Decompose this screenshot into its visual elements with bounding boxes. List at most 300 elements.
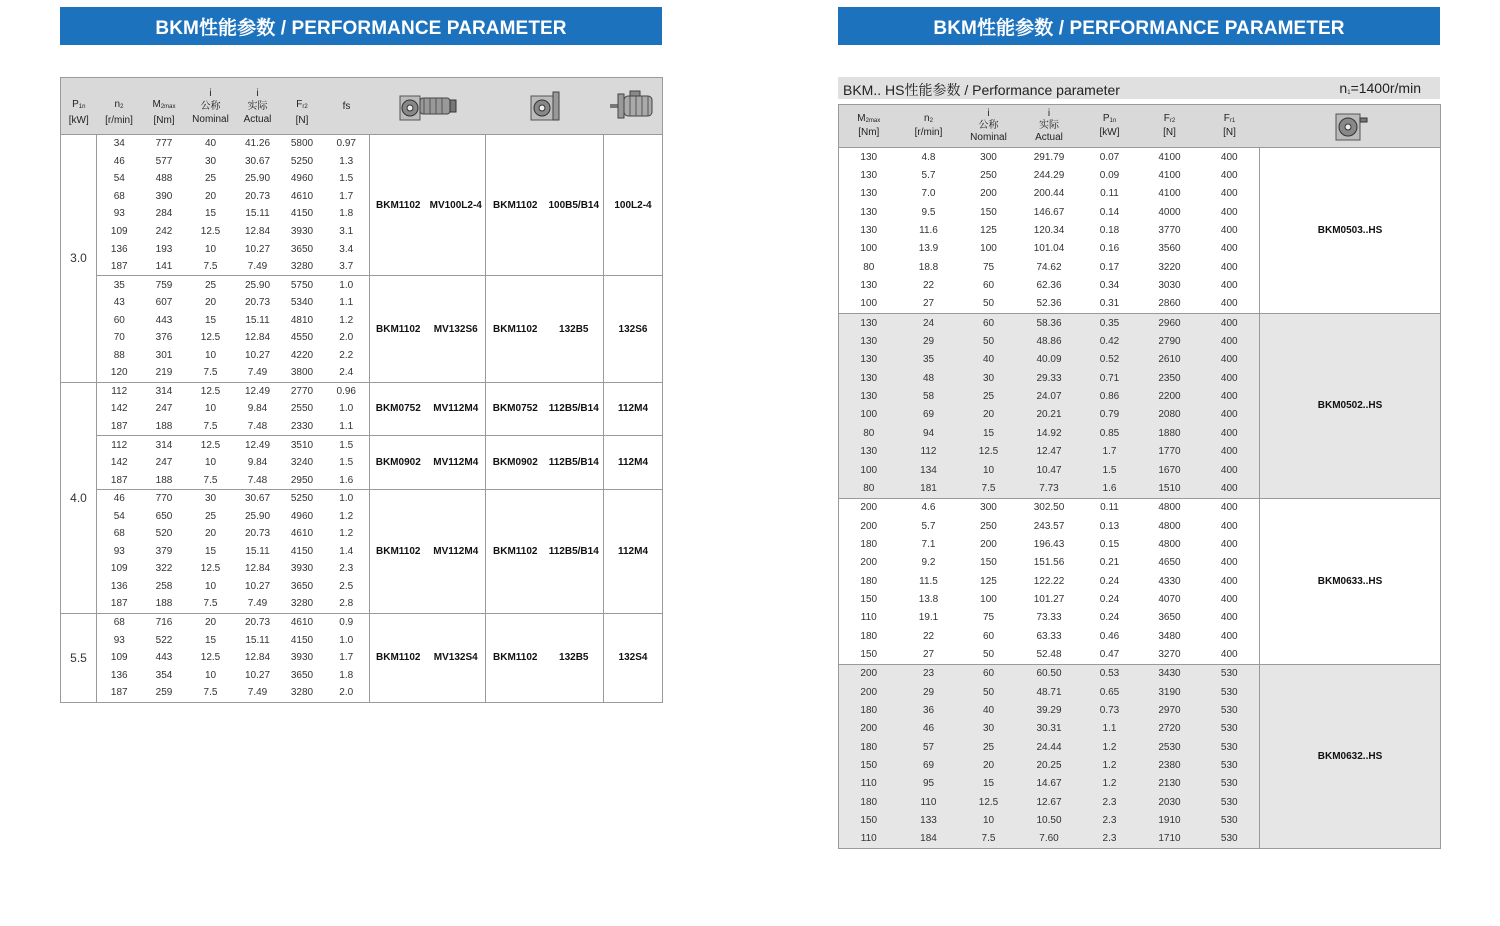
table-cell: 1.7 — [339, 652, 354, 664]
table-cell: 300 — [959, 498, 1019, 517]
table-cell: 302.50 — [1019, 498, 1080, 517]
table-cell: 3280 — [290, 687, 314, 699]
table-cell: 150 — [980, 206, 997, 218]
header-m2: M2max [Nm] — [839, 105, 899, 148]
table-cell: 0.9 — [324, 613, 370, 631]
table-cell: 400 — [1220, 575, 1238, 587]
table-cell: 716 — [142, 613, 187, 631]
table-cell: 243.57 — [1033, 520, 1065, 532]
table-cell: 0.65 — [1080, 683, 1140, 701]
table-cell: 247 — [155, 403, 173, 415]
table-cell: 10 — [204, 403, 217, 415]
table-cell: 22 — [922, 630, 935, 642]
table-cell: 54 — [113, 510, 125, 522]
table-cell: 400 — [1220, 538, 1238, 550]
table-cell: 196.43 — [1033, 538, 1065, 550]
table-row — [61, 489, 663, 507]
table-cell: 95 — [899, 775, 959, 793]
table-cell: 130 — [839, 369, 899, 387]
table-cell: 2720 — [1140, 720, 1200, 738]
table-cell: 400 — [1200, 443, 1260, 461]
table-cell: 15 — [204, 634, 217, 646]
table-cell: 10 — [959, 461, 1019, 479]
table-cell: 5.7 — [921, 520, 936, 532]
table-cell: 15 — [959, 775, 1019, 793]
table-cell: 7.0 — [921, 188, 936, 200]
input-speed-label: n1=1400r/min — [1339, 80, 1421, 96]
table-cell: 40.09 — [1019, 351, 1080, 369]
table-cell: 75 — [982, 261, 995, 273]
table-cell: 187 — [110, 598, 128, 610]
table-cell: 68 — [113, 190, 125, 202]
table-cell: 100 — [980, 593, 997, 605]
table-cell: 130 — [839, 443, 899, 461]
table-cell: 4960 — [290, 510, 314, 522]
model-cell: BKM0632..HS — [1260, 664, 1441, 848]
table-cell: 11.6 — [919, 225, 938, 237]
table-cell: 188 — [155, 598, 173, 610]
table-cell: 0.34 — [1099, 280, 1120, 292]
table-cell: 46 — [899, 720, 959, 738]
table-cell: 110 — [899, 793, 959, 811]
table-cell: 24.07 — [1019, 387, 1080, 405]
table-cell: 130 — [839, 351, 899, 369]
table-cell: 74.62 — [1036, 261, 1062, 273]
table-cell: 2330 — [290, 421, 314, 433]
table-cell: 530 — [1200, 756, 1260, 774]
table-cell: 0.07 — [1080, 148, 1140, 167]
model-cell: BKM0503..HS — [1260, 148, 1441, 314]
table-cell: 0.24 — [1099, 575, 1120, 587]
table-cell: 400 — [1220, 648, 1238, 660]
table-cell: 188 — [155, 474, 173, 486]
header-gearmotor-icon-cell — [370, 78, 486, 135]
table-cell: 4610 — [290, 190, 314, 202]
table-cell: 1.2 — [1080, 775, 1140, 793]
table-cell: 73.33 — [1036, 612, 1062, 624]
table-cell: 322 — [155, 563, 173, 575]
table-cell: 52.36 — [1036, 298, 1062, 310]
table-cell: 250 — [980, 170, 997, 182]
table-cell: 48 — [899, 369, 959, 387]
table-cell: 5250 — [290, 155, 314, 167]
table-cell: 60.50 — [1019, 664, 1080, 683]
table-cell: 1.5 — [339, 457, 354, 469]
table-cell: 142 — [110, 457, 128, 469]
table-cell: 219 — [155, 367, 173, 379]
table-cell: 2.3 — [339, 563, 354, 575]
table-cell: 10 — [204, 349, 217, 361]
table-row — [839, 148, 1441, 167]
table-cell: 5340 — [290, 297, 314, 309]
table-cell: 3030 — [1158, 280, 1181, 292]
table-cell: 759 — [142, 276, 187, 294]
table-cell: 577 — [155, 155, 173, 167]
table-cell: 25 — [204, 510, 217, 522]
table-cell: 5.7 — [921, 170, 936, 182]
table-cell: 130 — [860, 170, 878, 182]
table-cell: 187 — [110, 687, 128, 699]
table-cell: 0.14 — [1099, 206, 1120, 218]
table-cell: 5750 — [281, 276, 324, 294]
performance-table-right — [838, 104, 1441, 849]
table-cell: 400 — [1220, 612, 1238, 624]
table-cell: 1.2 — [1080, 756, 1140, 774]
table-cell: 184 — [899, 830, 959, 849]
table-cell: 2.5 — [339, 580, 354, 592]
table-cell: 2.2 — [339, 349, 354, 361]
table-cell: 1.0 — [324, 489, 370, 507]
table-cell: 151.56 — [1033, 557, 1065, 569]
table-cell: 125 — [980, 225, 997, 237]
table-cell: 7.49 — [247, 598, 268, 610]
table-cell: 7.49 — [247, 367, 268, 379]
table-cell: 1.8 — [339, 208, 354, 220]
table-cell: 3930 — [290, 652, 314, 664]
table-cell: 130 — [860, 188, 878, 200]
table-cell: 0.47 — [1099, 648, 1120, 660]
table-cell: 15.11 — [245, 545, 270, 557]
left-banner-title: BKM性能参数 / PERFORMANCE PARAMETER — [60, 7, 662, 45]
table-cell: 530 — [1200, 664, 1260, 683]
table-cell: 12.84 — [244, 226, 271, 237]
header-gearbox-icon-cell — [1260, 105, 1441, 148]
table-cell: 258 — [155, 580, 173, 592]
model-cell: BKM0752 — [370, 382, 427, 436]
right-banner-title: BKM性能参数 / PERFORMANCE PARAMETER — [838, 7, 1440, 45]
table-cell: 284 — [155, 208, 173, 220]
header-i-actual: i 实际 Actual — [235, 78, 281, 135]
model-cell: BKM0633..HS — [1260, 498, 1441, 664]
table-cell: 75 — [982, 612, 995, 624]
table-cell: 54 — [113, 173, 125, 185]
table-cell: 0.31 — [1099, 298, 1120, 310]
motor-cell: MV132S6 — [427, 276, 486, 382]
table-cell: 10 — [204, 243, 217, 255]
table-cell: 1.2 — [339, 528, 354, 540]
power-cell: 4.0 — [61, 382, 97, 613]
table-cell: 3930 — [290, 563, 314, 575]
table-cell: 7.5 — [959, 830, 1019, 849]
table-cell: 200 — [839, 664, 899, 683]
table-cell: 93 — [113, 545, 125, 557]
header-fr2: Fr2 [N] — [1140, 105, 1200, 148]
table-cell: 4610 — [281, 613, 324, 631]
table-cell: 50 — [959, 332, 1019, 350]
motor-cell: 132S4 — [604, 613, 663, 702]
table-cell: 63.33 — [1036, 630, 1062, 642]
table-cell: 130 — [839, 387, 899, 405]
table-cell: 530 — [1200, 720, 1260, 738]
motor-cell: MV132S4 — [427, 613, 486, 702]
table-cell: 530 — [1200, 811, 1260, 829]
table-cell: 2130 — [1140, 775, 1200, 793]
table-cell: 400 — [1220, 261, 1238, 273]
table-cell: 15 — [204, 545, 217, 557]
header-i-nominal: i 公称 Nominal — [959, 105, 1019, 148]
table-cell: 3190 — [1140, 683, 1200, 701]
table-cell: 400 — [1200, 148, 1260, 167]
table-cell: 400 — [1220, 520, 1238, 532]
table-cell: 1.3 — [339, 155, 354, 167]
table-cell: 20 — [187, 613, 235, 631]
table-cell: 20.25 — [1019, 756, 1080, 774]
table-cell: 12.5 — [200, 563, 221, 575]
table-cell: 244.29 — [1033, 170, 1065, 182]
table-cell: 2770 — [281, 382, 324, 400]
table-cell: 15.11 — [245, 634, 270, 646]
table-cell: 7.5 — [203, 687, 218, 699]
table-cell: 4000 — [1158, 206, 1181, 218]
table-cell: 400 — [1200, 332, 1260, 350]
table-cell: 530 — [1200, 738, 1260, 756]
table-cell: 9.2 — [921, 557, 936, 569]
table-cell: 11.5 — [919, 575, 938, 587]
table-cell: 400 — [1220, 188, 1238, 200]
table-cell: 2.8 — [339, 598, 354, 610]
table-cell: 30.67 — [244, 155, 271, 167]
table-cell: 770 — [142, 489, 187, 507]
table-cell: 2.3 — [1080, 811, 1140, 829]
table-cell: 2610 — [1140, 351, 1200, 369]
table-cell: 13.8 — [918, 593, 939, 605]
table-cell: 3650 — [1158, 612, 1181, 624]
table-cell: 12.67 — [1019, 793, 1080, 811]
table-cell: 181 — [899, 479, 959, 498]
table-cell: 100 — [860, 298, 878, 310]
header-gearbox-flange-icon-cell — [486, 78, 604, 135]
table-cell: 607 — [155, 297, 173, 309]
table-cell: 7.73 — [1019, 479, 1080, 498]
power-cell: 3.0 — [61, 135, 97, 383]
table-cell: 10 — [204, 580, 217, 592]
table-cell: 20.21 — [1019, 406, 1080, 424]
table-cell: 62.36 — [1036, 280, 1062, 292]
table-cell: 4150 — [290, 634, 314, 646]
table-cell: 50 — [959, 683, 1019, 701]
table-cell: 101.04 — [1033, 243, 1065, 255]
motor-cell: MV100L2-4 — [427, 135, 486, 276]
table-cell: 39.29 — [1019, 701, 1080, 719]
table-cell: 400 — [1220, 225, 1238, 237]
table-cell: 141 — [155, 261, 173, 273]
table-cell: 136 — [110, 580, 128, 592]
table-cell: 20 — [959, 756, 1019, 774]
table-cell: 180 — [860, 630, 878, 642]
table-cell: 2950 — [290, 474, 314, 486]
model-cell: BKM1102 — [370, 613, 427, 702]
table-cell: 0.96 — [324, 382, 370, 400]
right-section-title: BKM.. HS性能参数 / Performance parameter — [843, 82, 1120, 98]
header-n2: n2 [r/min] — [97, 78, 142, 135]
table-cell: 0.52 — [1080, 351, 1140, 369]
table-cell: 130 — [860, 206, 878, 218]
table-cell: 1.6 — [1080, 479, 1140, 498]
table-cell: 20 — [204, 297, 217, 309]
table-cell: 530 — [1200, 701, 1260, 719]
table-cell: 0.11 — [1100, 188, 1119, 200]
table-cell: 314 — [142, 382, 187, 400]
table-cell: 400 — [1220, 593, 1238, 605]
table-cell: 4150 — [290, 545, 314, 557]
table-cell: 3770 — [1158, 225, 1181, 237]
table-cell: 41.26 — [235, 135, 281, 153]
left-header-row — [61, 78, 663, 135]
model-cell: BKM1102 — [370, 276, 427, 382]
table-cell: 24.44 — [1019, 738, 1080, 756]
table-cell: 60 — [959, 664, 1019, 683]
table-cell: 50 — [982, 648, 995, 660]
table-row — [839, 498, 1441, 517]
table-cell: 0.53 — [1080, 664, 1140, 683]
table-row — [61, 276, 663, 294]
table-cell: 130 — [860, 225, 878, 237]
table-cell: 4100 — [1158, 188, 1181, 200]
table-cell: 14.67 — [1019, 775, 1080, 793]
table-cell: 1510 — [1140, 479, 1200, 498]
table-cell: 10 — [959, 811, 1019, 829]
table-cell: 400 — [1220, 557, 1238, 569]
table-cell: 58.36 — [1019, 314, 1080, 333]
table-cell: 35 — [97, 276, 142, 294]
table-cell: 7.5 — [203, 367, 218, 379]
table-cell: 193 — [155, 243, 173, 255]
table-cell: 1670 — [1140, 461, 1200, 479]
table-cell: 1.0 — [324, 276, 370, 294]
motor-cell: 132S6 — [604, 276, 663, 382]
table-cell: 3220 — [1158, 261, 1181, 273]
table-cell: 4100 — [1158, 170, 1181, 182]
model-cell: BKM1102 — [370, 135, 427, 276]
table-cell: 3.7 — [339, 261, 354, 273]
table-cell: 5250 — [281, 489, 324, 507]
table-cell: 400 — [1220, 170, 1238, 182]
table-cell: 46 — [113, 155, 125, 167]
table-cell: 60 — [959, 314, 1019, 333]
table-cell: 200 — [860, 520, 878, 532]
table-cell: 354 — [155, 669, 173, 681]
header-n2: n2 [r/min] — [899, 105, 959, 148]
table-cell: 15 — [204, 314, 217, 326]
table-cell: 150 — [860, 593, 878, 605]
table-cell: 60 — [113, 314, 125, 326]
table-cell: 130 — [839, 148, 899, 167]
table-cell: 122.22 — [1033, 575, 1065, 587]
table-cell: 301 — [155, 349, 173, 361]
motor-cell: 112M4 — [604, 382, 663, 436]
table-cell: 3930 — [290, 226, 314, 237]
table-cell: 1880 — [1140, 424, 1200, 442]
table-cell: 20.73 — [244, 190, 271, 202]
table-cell: 1.5 — [324, 436, 370, 454]
table-cell: 150 — [839, 756, 899, 774]
table-cell: 400 — [1200, 461, 1260, 479]
table-cell: 36 — [899, 701, 959, 719]
header-fr1: Fr1 [N] — [1200, 105, 1260, 148]
table-cell: 3510 — [281, 436, 324, 454]
table-cell: 10.47 — [1019, 461, 1080, 479]
table-cell: 3430 — [1140, 664, 1200, 683]
table-cell: 3800 — [290, 367, 314, 379]
table-cell: 0.85 — [1080, 424, 1140, 442]
table-cell: 25.90 — [244, 510, 271, 522]
gearbox-flange-icon — [523, 86, 567, 126]
table-cell: 247 — [155, 457, 173, 469]
table-cell: 20.73 — [244, 528, 271, 540]
table-cell: 10 — [204, 457, 217, 469]
table-cell: 25 — [204, 173, 217, 185]
table-cell: 7.48 — [247, 421, 268, 433]
model-cell: BKM1102 — [486, 135, 545, 276]
table-cell: 0.79 — [1080, 406, 1140, 424]
table-cell: 0.13 — [1099, 520, 1120, 532]
table-cell: 400 — [1220, 243, 1238, 255]
table-cell: 0.71 — [1080, 369, 1140, 387]
table-cell: 25 — [959, 738, 1019, 756]
table-cell: 46 — [97, 489, 142, 507]
table-cell: 400 — [1220, 630, 1238, 642]
table-cell: 0.11 — [1080, 498, 1140, 517]
flange-cell: 132B5 — [545, 276, 604, 382]
table-cell: 15.11 — [245, 314, 270, 326]
table-cell: 112 — [97, 382, 142, 400]
table-cell: 200.44 — [1033, 188, 1065, 200]
table-cell: 12.49 — [235, 382, 281, 400]
table-cell: 12.5 — [200, 652, 221, 664]
motor-cell: 112M4 — [604, 436, 663, 490]
table-cell: 2.0 — [339, 332, 354, 344]
power-cell: 5.5 — [61, 613, 97, 702]
table-cell: 48.86 — [1019, 332, 1080, 350]
table-cell: 4100 — [1140, 148, 1200, 167]
table-cell: 14.92 — [1019, 424, 1080, 442]
table-cell: 7.5 — [203, 474, 218, 486]
performance-table-left — [60, 77, 663, 703]
table-cell: 400 — [1220, 298, 1238, 310]
model-cell: BKM0902 — [486, 436, 545, 490]
table-cell: 2550 — [290, 403, 314, 415]
table-cell: 25 — [187, 276, 235, 294]
table-cell: 187 — [110, 261, 128, 273]
table-cell: 180 — [839, 793, 899, 811]
header-p1: P1n [kW] — [1080, 105, 1140, 148]
table-cell: 488 — [155, 173, 173, 185]
table-cell: 3.4 — [339, 243, 354, 255]
table-cell: 379 — [155, 545, 173, 557]
table-cell: 400 — [1200, 351, 1260, 369]
table-cell: 390 — [155, 190, 173, 202]
right-section-title-bar — [838, 77, 1440, 99]
table-cell: 52.48 — [1036, 648, 1062, 660]
table-cell: 25.90 — [235, 276, 281, 294]
table-cell: 93 — [113, 634, 125, 646]
header-motor-icon-cell — [604, 78, 663, 135]
table-cell: 109 — [110, 226, 128, 237]
table-cell: 30.67 — [235, 489, 281, 507]
flange-cell: 132B5 — [545, 613, 604, 702]
table-cell: 58 — [899, 387, 959, 405]
table-cell: 443 — [155, 314, 173, 326]
table-cell: 20 — [204, 528, 217, 540]
table-cell: 400 — [1200, 387, 1260, 405]
table-cell: 3650 — [290, 580, 314, 592]
table-cell: 1.8 — [339, 669, 354, 681]
gearbox-hs-icon — [1330, 108, 1370, 144]
table-cell: 400 — [1200, 424, 1260, 442]
table-cell: 12.5 — [187, 382, 235, 400]
table-cell: 400 — [1200, 314, 1260, 333]
table-cell: 12.47 — [1019, 443, 1080, 461]
